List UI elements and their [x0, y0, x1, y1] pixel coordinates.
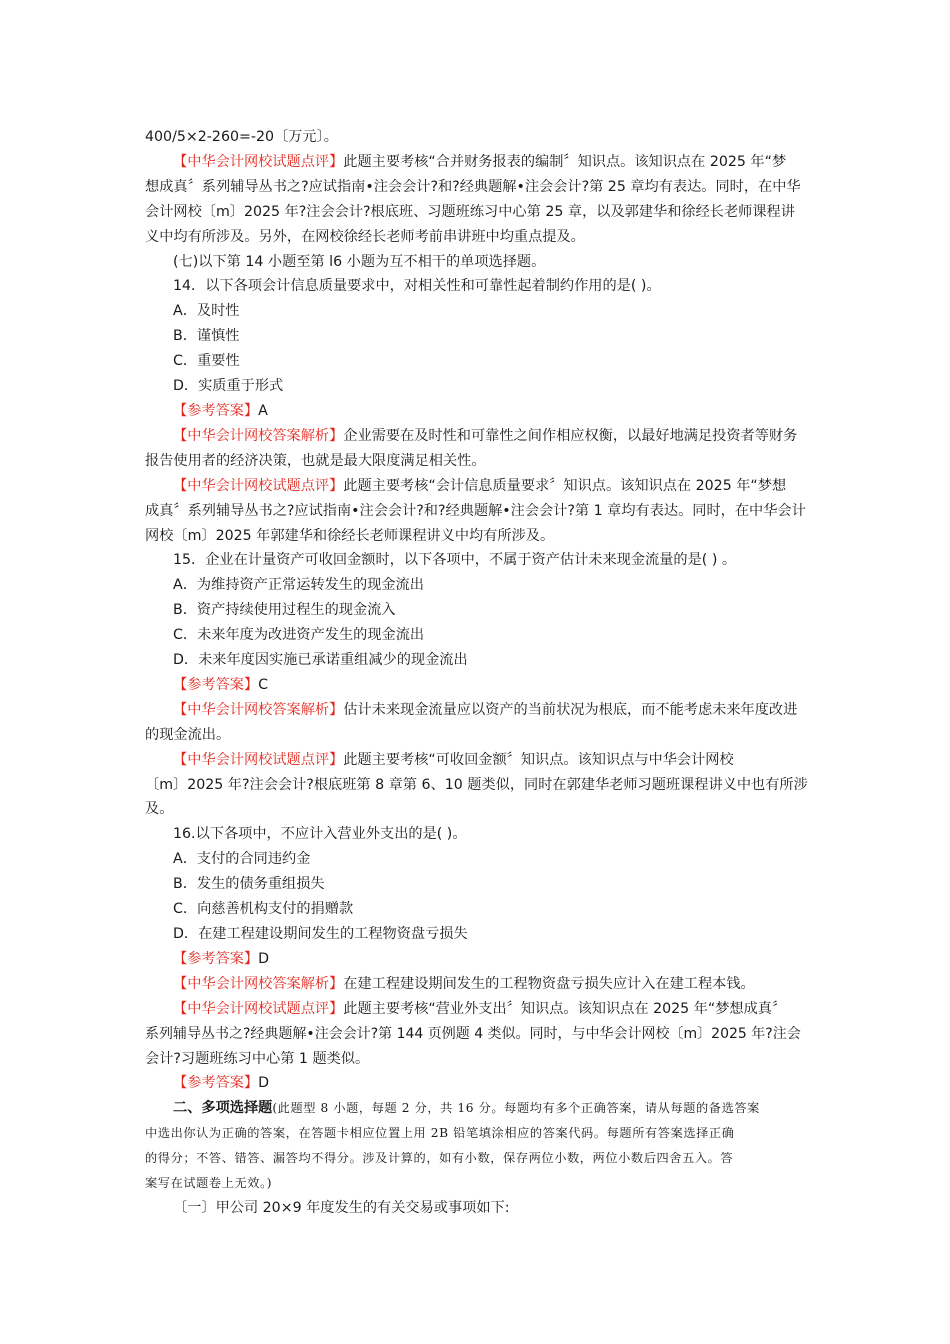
review-tag: 【中华会计网校试题点评】: [173, 153, 344, 170]
text-line: 报告使用者的经济决策，也就是最大限度满足相关性。: [145, 452, 486, 469]
text-line: 的现金流出。: [145, 726, 231, 743]
option-b: B．资产持续使用过程生的现金流入: [173, 602, 396, 619]
analysis-tag: 【中华会计网校答案解析】: [173, 975, 344, 992]
option-b: B．谨慎性: [173, 328, 240, 345]
text-line: 会计网校〔m〕2025 年?注会会计?根底班、习题班练习中心第 25 章，以及郭建华和徐经长老师课程讲: [145, 203, 795, 220]
answer-line: [145, 399, 807, 424]
option-c: C．向慈善机构支付的捐赠款: [173, 901, 354, 918]
answer-line: [145, 673, 807, 698]
review-tag: 【中华会计网校试题点评】: [173, 477, 344, 494]
section-instructions: (此题型 8 小题，每题 2 分，共 16 分。每题均有多个正确答案，请从每题的备选答案: [272, 1101, 760, 1116]
option-c: C．重要性: [173, 353, 240, 370]
answer-value: D: [258, 1075, 270, 1092]
case-intro: 〔一〕甲公司 20×9 年度发生的有关交易或事项如下:: [173, 1199, 510, 1216]
text-line: 估计未来现金流量应以资产的当前状况为根底，而不能考虑未来年度改进: [343, 701, 798, 718]
section-heading: 二、多项选择题: [173, 1100, 273, 1117]
text-line: 企业需要在及时性和可靠性之间作相应权衡，以最好地满足投资者等财务: [343, 427, 798, 444]
text-line: 网校〔m〕2025 年郭建华和徐经长老师课程讲义中均有所涉及。: [145, 527, 555, 544]
answer-tag: 【参考答案】: [173, 1075, 259, 1092]
text-line: 此题主要考核“合并财务报表的编制〞知识点。该知识点在 2025 年“梦: [343, 153, 787, 170]
review-tag: 【中华会计网校试题点评】: [173, 751, 344, 768]
analysis-paragraph-line: [145, 698, 807, 723]
answer-value: D: [258, 950, 270, 967]
text-line: 此题主要考核“可收回金额〞知识点。该知识点与中华会计网校: [343, 751, 734, 768]
review-paragraph-line: [145, 748, 807, 773]
answer-value: C: [258, 676, 269, 693]
text-line: 想成真〞系列辅导丛书之?应试指南•注会会计?和?经典题解•注会会计?第 25 章均有表达。同时，在中华: [145, 178, 801, 195]
analysis-paragraph-line: [145, 424, 807, 449]
review-paragraph-line: [145, 997, 807, 1022]
option-c: C．未来年度为改进资产发生的现金流出: [173, 627, 425, 644]
analysis-tag: 【中华会计网校答案解析】: [173, 701, 344, 718]
text-line: 此题主要考核“会计信息质量要求〞知识点。该知识点在 2025 年“梦想: [343, 477, 787, 494]
answer-tag: 【参考答案】: [173, 402, 259, 419]
option-b: B．发生的债务重组损失: [173, 876, 325, 893]
section-heading-line: [145, 1096, 807, 1121]
document-page: [145, 125, 807, 1221]
option-a: A．支付的合同违约金: [173, 851, 311, 868]
answer-tag: 【参考答案】: [173, 676, 259, 693]
instructions-line: 中选出你认为正确的答案，在答题卡相应位置上用 2B 铅笔填涂相应的答案代码。每题所有答案选择正确: [145, 1126, 735, 1141]
answer-line: [145, 1071, 807, 1096]
option-a: A．为维持资产正常运转发生的现金流出: [173, 577, 424, 594]
answer-tag: 【参考答案】: [173, 950, 259, 967]
text-line: 400/5×2-260=-20〔万元〕。: [145, 129, 338, 145]
review-paragraph-line: [145, 474, 807, 499]
text-line: 义中均有所涉及。另外，在网校徐经长老师考前串讲班中均重点提及。: [145, 228, 585, 245]
text-line: 系列辅导丛书之?经典题解•注会会计?第 144 页例题 4 类似。同时，与中华会计网校〔m〕2025 年?注会: [145, 1025, 801, 1042]
question-15: 15．企业在计量资产可收回金额时，以下各项中，不属于资产估计未来现金流量的是( ) 。: [173, 552, 737, 569]
option-d: D．未来年度因实施已承诺重组减少的现金流出: [173, 652, 468, 669]
review-paragraph-line: [145, 150, 807, 175]
answer-value: A: [258, 402, 268, 419]
text-line: 〔m〕2025 年?注会会计?根底班第 8 章第 6、10 题类似，同时在郭建华老师习题班课程讲义中也有所涉: [145, 776, 808, 793]
text-line: 会计?习题班练习中心第 1 题类似。: [145, 1050, 370, 1067]
analysis-paragraph-line: [145, 972, 807, 997]
analysis-tag: 【中华会计网校答案解析】: [173, 427, 344, 444]
instructions-line: 案写在试题卷上无效。): [145, 1176, 273, 1191]
option-a: A．及时性: [173, 303, 240, 320]
text-line: 成真〞系列辅导丛书之?应试指南•注会会计?和?经典题解•注会会计?第 1 章均有表达。同时，在中华会计: [145, 502, 806, 519]
question-16: 16.以下各项中，不应计入营业外支出的是( )。: [173, 826, 467, 843]
text-line: 此题主要考核“营业外支出〞知识点。该知识点在 2025 年“梦想成真〞: [343, 1000, 787, 1017]
answer-line: [145, 947, 807, 972]
instructions-line: 的得分；不答、错答、漏答均不得分。涉及计算的，如有小数，保存两位小数，两位小数后四舍五入。答: [145, 1151, 734, 1166]
section-intro: (七)以下第 14 小题至第 l6 小题为互不相干的单项选择题。: [173, 253, 546, 270]
question-14: 14．以下各项会计信息质量要求中，对相关性和可靠性起着制约作用的是( )。: [173, 278, 661, 295]
option-d: D．实质重于形式: [173, 378, 284, 395]
review-tag: 【中华会计网校试题点评】: [173, 1000, 344, 1017]
option-d: D．在建工程建设期间发生的工程物资盘亏损失: [173, 926, 468, 942]
text-line: 在建工程建设期间发生的工程物资盘亏损失应计入在建工程本钱。: [343, 975, 755, 992]
text-line: 及。: [145, 801, 174, 818]
